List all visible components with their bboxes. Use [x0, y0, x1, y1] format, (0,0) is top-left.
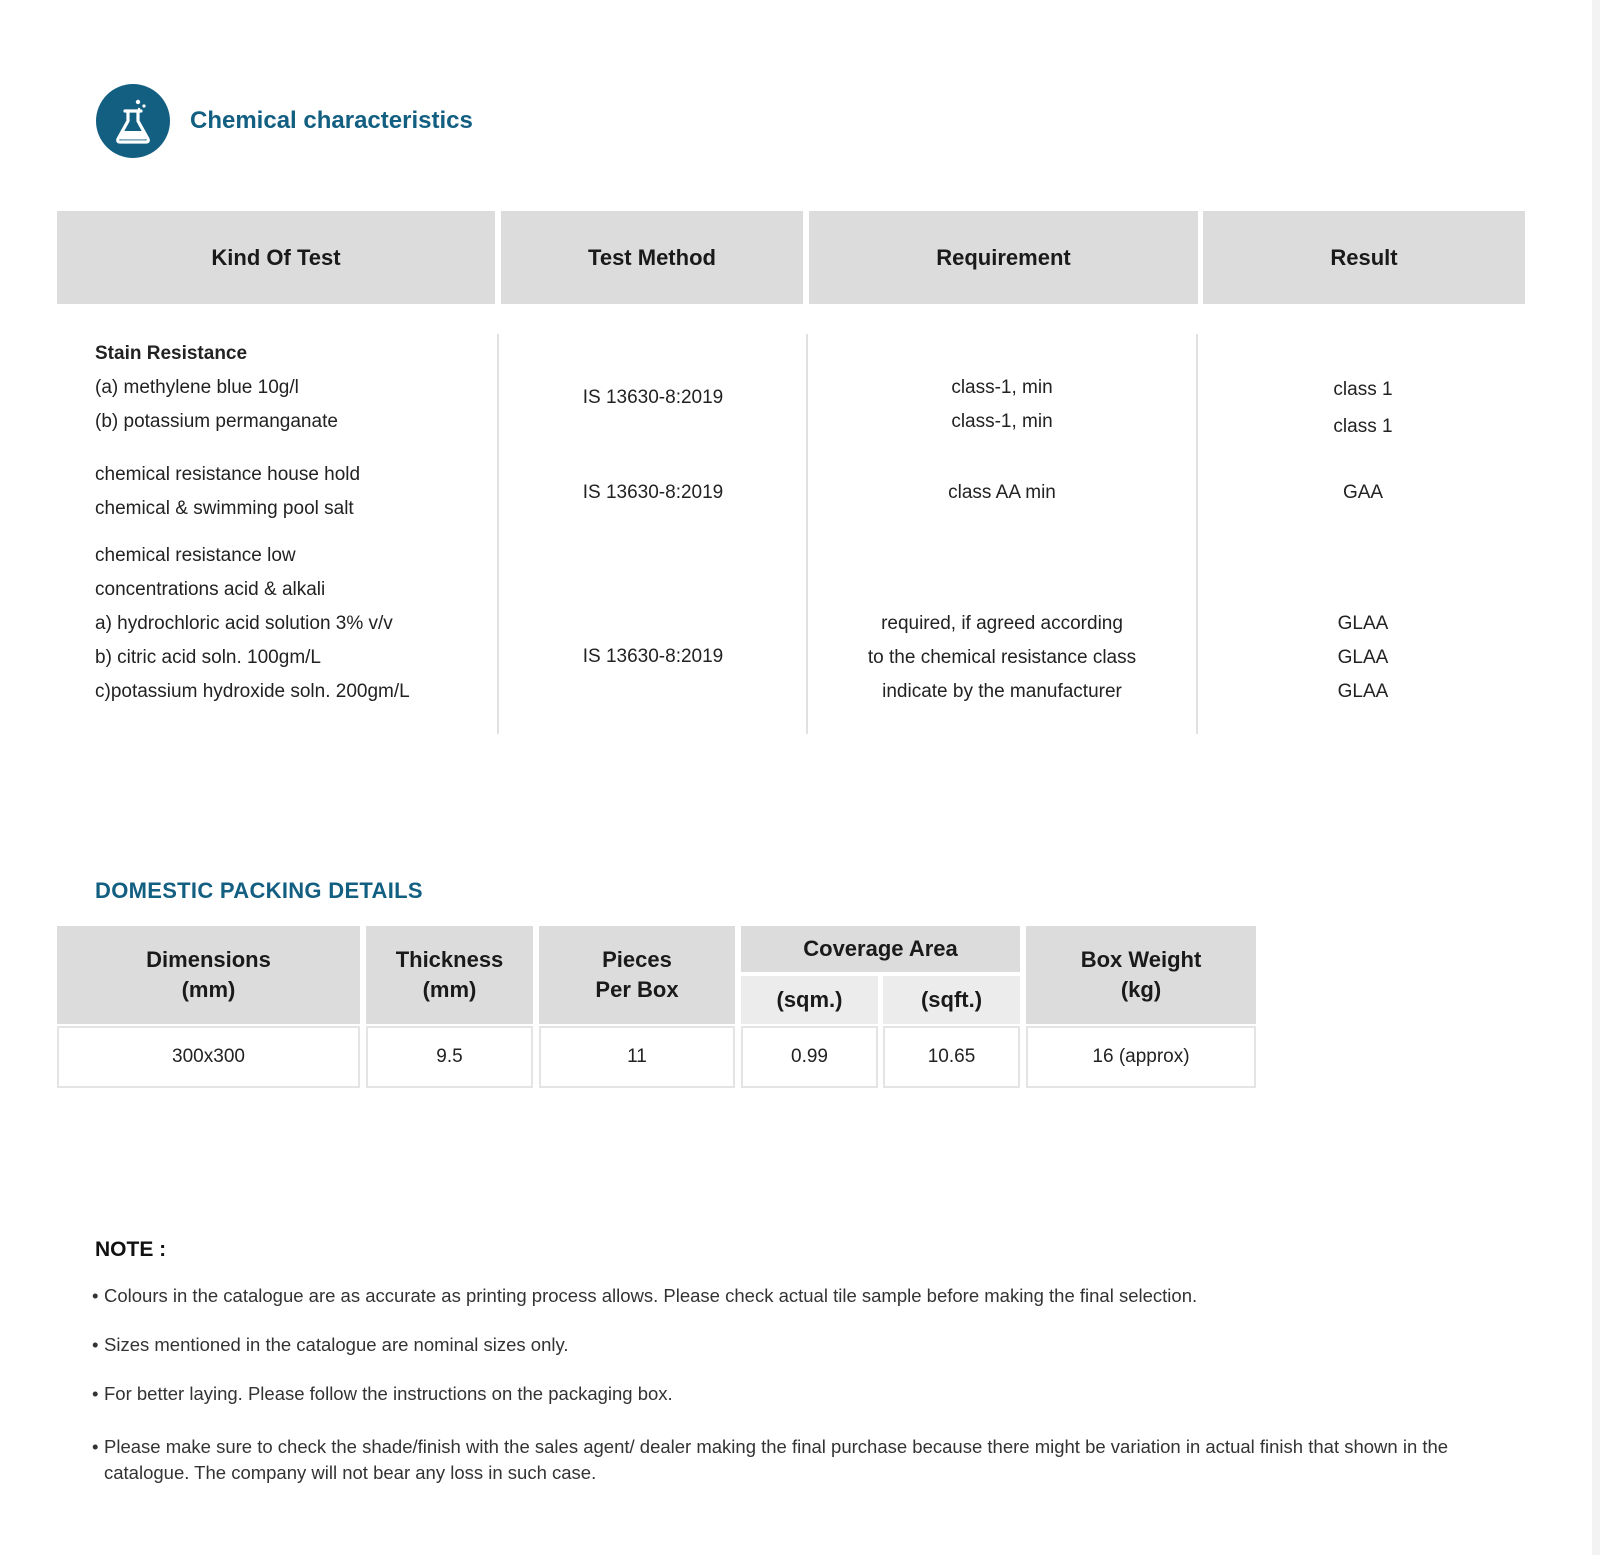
bullet-icon: •: [92, 1334, 99, 1355]
header-test-method: Test Method: [501, 211, 803, 304]
note-text: Colours in the catalogue are as accurate as printing process allows. Please check actual tile sample before making the final selection.: [104, 1285, 1198, 1306]
header-thickness: [366, 926, 533, 1024]
value-pieces-per-box: 11: [539, 1026, 735, 1088]
requirement-cell: [808, 371, 1196, 439]
header-coverage-sqm: (sqm.): [741, 976, 878, 1024]
requirement-line: required, if agreed according: [881, 613, 1123, 634]
note-item: [92, 1381, 1452, 1407]
header-line: Per Box: [595, 977, 679, 1002]
kind-line: chemical resistance low: [95, 545, 296, 566]
value-thickness: 9.5: [366, 1026, 533, 1088]
packing-section-title: DOMESTIC PACKING DETAILS: [95, 878, 423, 903]
result-line: class 1: [1333, 416, 1393, 437]
note-text: Sizes mentioned in the catalogue are nominal sizes only.: [104, 1334, 569, 1355]
header-line: (kg): [1120, 977, 1162, 1002]
method-cell: IS 13630-8:2019: [582, 387, 724, 408]
chemical-section-header: [96, 84, 473, 158]
note-item: [92, 1332, 1452, 1358]
kind-line: b) citric acid soln. 100gm/L: [95, 647, 321, 668]
result-cell: [1198, 607, 1528, 709]
bullet-icon: •: [92, 1436, 99, 1457]
value-box-weight: 16 (approx): [1026, 1026, 1256, 1088]
note-item: [92, 1283, 1452, 1309]
bullet-icon: •: [92, 1383, 99, 1404]
kind-cell-stain-resistance: [95, 337, 338, 439]
value-coverage-sqft: 10.65: [883, 1026, 1020, 1088]
kind-cell-household-chemical: [95, 458, 360, 526]
note-text: Please make sure to check the shade/finish with the sales agent/ dealer making the final purchase because there might be variation in actual finish that shown in the catalogue. The company will not bear any loss in such case.: [104, 1436, 1449, 1483]
kind-line: (a) methylene blue 10g/l: [95, 377, 299, 398]
chemical-section-title: Chemical characteristics: [190, 107, 473, 134]
result-cell: GAA: [1342, 482, 1384, 503]
requirement-cell: [808, 607, 1196, 709]
kind-line: chemical & swimming pool salt: [95, 498, 354, 519]
kind-cell-acid-alkali: [95, 539, 410, 709]
result-line: class 1: [1333, 379, 1393, 400]
result-line: GLAA: [1337, 613, 1389, 634]
result-line: GLAA: [1337, 647, 1389, 668]
header-line: (mm): [422, 977, 477, 1002]
value-coverage-sqm: 0.99: [741, 1026, 878, 1088]
note-title: NOTE :: [95, 1238, 167, 1261]
header-requirement: Requirement: [809, 211, 1198, 304]
header-line: Box Weight: [1080, 947, 1202, 972]
method-cell: IS 13630-8:2019: [582, 646, 724, 667]
header-dimensions: [57, 926, 360, 1024]
kind-line: a) hydrochloric acid solution 3% v/v: [95, 613, 393, 634]
requirement-line: class-1, min: [951, 411, 1053, 432]
header-coverage-sqft: (sqft.): [883, 976, 1020, 1024]
header-coverage-area: Coverage Area: [741, 926, 1020, 972]
header-line: Dimensions: [146, 947, 271, 972]
kind-line: chemical resistance house hold: [95, 464, 361, 485]
method-cell: IS 13630-8:2019: [582, 482, 724, 503]
requirement-line: to the chemical resistance class: [867, 647, 1137, 668]
header-pieces-per-box: [539, 926, 735, 1024]
kind-line: c)potassium hydroxide soln. 200gm/L: [95, 681, 410, 702]
chemical-table-header: [57, 211, 1525, 304]
kind-line: Stain Resistance: [95, 343, 248, 364]
kind-line: (b) potassium permanganate: [95, 411, 338, 432]
flask-icon: [96, 84, 170, 158]
note-item: [92, 1434, 1452, 1486]
page-edge: [1592, 0, 1600, 1555]
bullet-icon: •: [92, 1285, 99, 1306]
kind-line: concentrations acid & alkali: [95, 579, 326, 600]
header-box-weight: [1026, 926, 1256, 1024]
note-text: For better laying. Please follow the instructions on the packaging box.: [104, 1383, 673, 1404]
header-line: Thickness: [395, 947, 504, 972]
result-cell: [1198, 371, 1528, 445]
header-result: Result: [1203, 211, 1525, 304]
header-kind-of-test: Kind Of Test: [57, 211, 495, 304]
value-dimensions: 300x300: [57, 1026, 360, 1088]
requirement-cell: class AA min: [948, 482, 1056, 503]
requirement-line: indicate by the manufacturer: [882, 681, 1122, 702]
header-line: Pieces: [602, 947, 672, 972]
requirement-line: class-1, min: [951, 377, 1053, 398]
column-divider: [497, 334, 499, 734]
result-line: GLAA: [1337, 681, 1389, 702]
header-line: (mm): [181, 977, 236, 1002]
